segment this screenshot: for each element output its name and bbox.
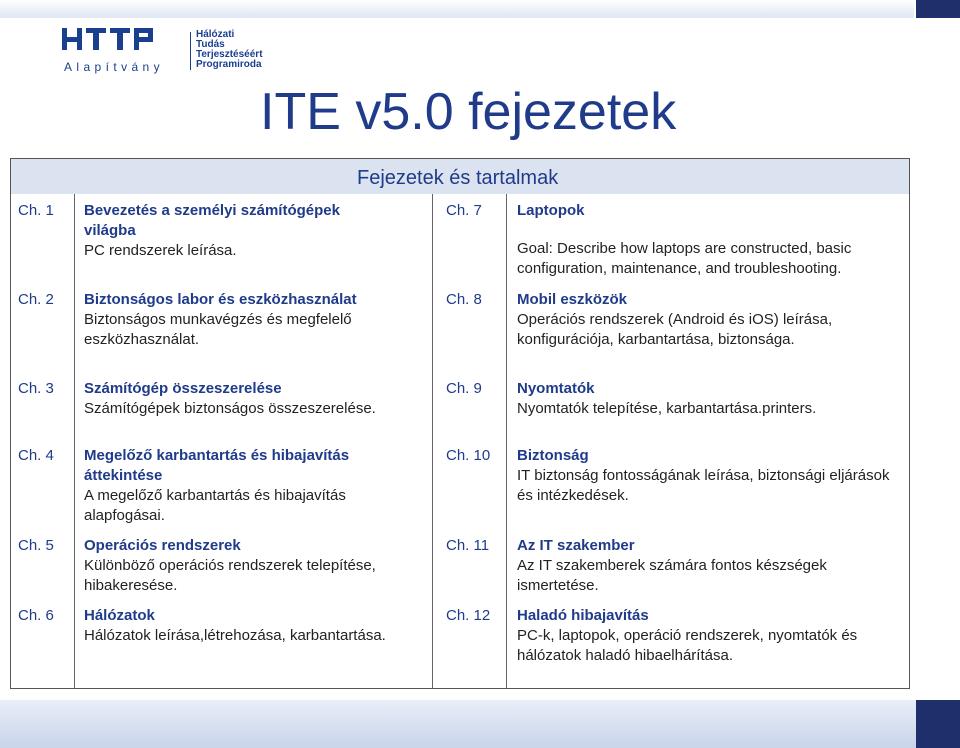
- logo-divider: [190, 32, 191, 70]
- chapter-description: Az IT szakemberek számára fontos készségek ismertetése.: [517, 557, 827, 594]
- chapter-title: Nyomtatók: [517, 380, 595, 397]
- chapter-entry: [84, 446, 394, 526]
- table-header: [10, 158, 910, 196]
- chapter-title: Az IT szakember: [517, 537, 635, 554]
- logo-program-text: Hálózati Tudás Terjesztéséért Programiroda: [196, 29, 263, 70]
- chapter-description: PC rendszerek leírása.: [84, 242, 237, 259]
- chapter-description: Biztonságos munkavégzés és megfelelő eszközhasználat.: [84, 311, 352, 348]
- chapter-entry: [84, 201, 384, 261]
- logo-wordmark-icon: [62, 26, 172, 58]
- chapter-entry: [517, 290, 897, 350]
- chapter-number: Ch. 6: [18, 607, 54, 624]
- chapter-title: Hálózatok: [84, 607, 155, 624]
- chapter-description: A megelőző karbantartás és hibajavítás alapfogásai.: [84, 487, 346, 524]
- chapter-entry: [84, 606, 429, 646]
- chapter-number: Ch. 3: [18, 380, 54, 397]
- chapter-number: Ch. 8: [446, 291, 482, 308]
- top-decorative-bar: [0, 0, 914, 18]
- chapter-entry: [517, 201, 897, 279]
- chapter-title: Operációs rendszerek: [84, 537, 241, 554]
- chapter-number: Ch. 12: [446, 607, 491, 624]
- bottom-decorative-bar: [0, 700, 960, 748]
- chapter-number: Ch. 10: [446, 447, 491, 464]
- chapter-description: IT biztonság fontosságának leírása, biztonsági eljárások és intézkedések.: [517, 467, 890, 504]
- chapter-entry: [84, 290, 394, 350]
- chapter-title: Számítógép összeszerelése: [84, 380, 282, 397]
- col-divider: [74, 194, 75, 688]
- chapter-description: Goal: Describe how laptops are constructed, basic configuration, maintenance, and troubleshooting.: [517, 240, 852, 277]
- chapter-title: Mobil eszközök: [517, 291, 628, 308]
- chapter-title: Laptopok: [517, 202, 585, 219]
- chapters-table: [10, 158, 908, 688]
- chapter-entry: [517, 379, 897, 419]
- chapter-number: Ch. 2: [18, 291, 54, 308]
- chapter-title: Haladó hibajavítás: [517, 607, 649, 624]
- page-title: ITE v5.0 fejezetek: [260, 83, 677, 141]
- chapter-number: Ch. 9: [446, 380, 482, 397]
- chapter-description: PC-k, laptopok, operáció rendszerek, nyomtatók és hálózatok haladó hibaelhárítása.: [517, 627, 858, 664]
- chapter-description: Számítógépek biztonságos összeszerelése.: [84, 400, 376, 417]
- chapter-description: Hálózatok leírása,létrehozása, karbantartása.: [84, 627, 386, 644]
- chapter-title: Bevezetés a személyi számítógépek világba: [84, 202, 340, 239]
- chapter-entry: [517, 446, 897, 506]
- table-header-label: Fejezetek és tartalmak: [357, 167, 559, 189]
- chapter-entry: [517, 536, 897, 596]
- chapter-description: Különböző operációs rendszerek telepítése, hibakeresése.: [84, 557, 376, 594]
- chapter-number: Ch. 7: [446, 202, 482, 219]
- chapter-entry: [517, 606, 902, 666]
- chapter-entry: [84, 536, 424, 596]
- chapter-entry: [84, 379, 424, 419]
- chapter-title: Biztonság: [517, 447, 589, 464]
- logo-subline: Alapítvány: [64, 60, 165, 74]
- chapter-description: Operációs rendszerek (Android és iOS) leírása, konfigurációja, karbantartása, biztonsága.: [517, 311, 833, 348]
- chapter-number: Ch. 4: [18, 447, 54, 464]
- chapter-number: Ch. 11: [446, 537, 490, 554]
- chapter-number: Ch. 5: [18, 537, 54, 554]
- col-divider: [506, 194, 507, 688]
- chapter-title: Biztonságos labor és eszközhasználat: [84, 291, 357, 308]
- col-divider: [432, 194, 433, 688]
- bottom-accent-block: [916, 700, 960, 748]
- chapter-description: Nyomtatók telepítése, karbantartása.printers.: [517, 400, 817, 417]
- chapter-number: Ch. 1: [18, 202, 54, 219]
- top-accent-block: [916, 0, 960, 18]
- chapter-title: Megelőző karbantartás és hibajavítás áttekintése: [84, 447, 350, 484]
